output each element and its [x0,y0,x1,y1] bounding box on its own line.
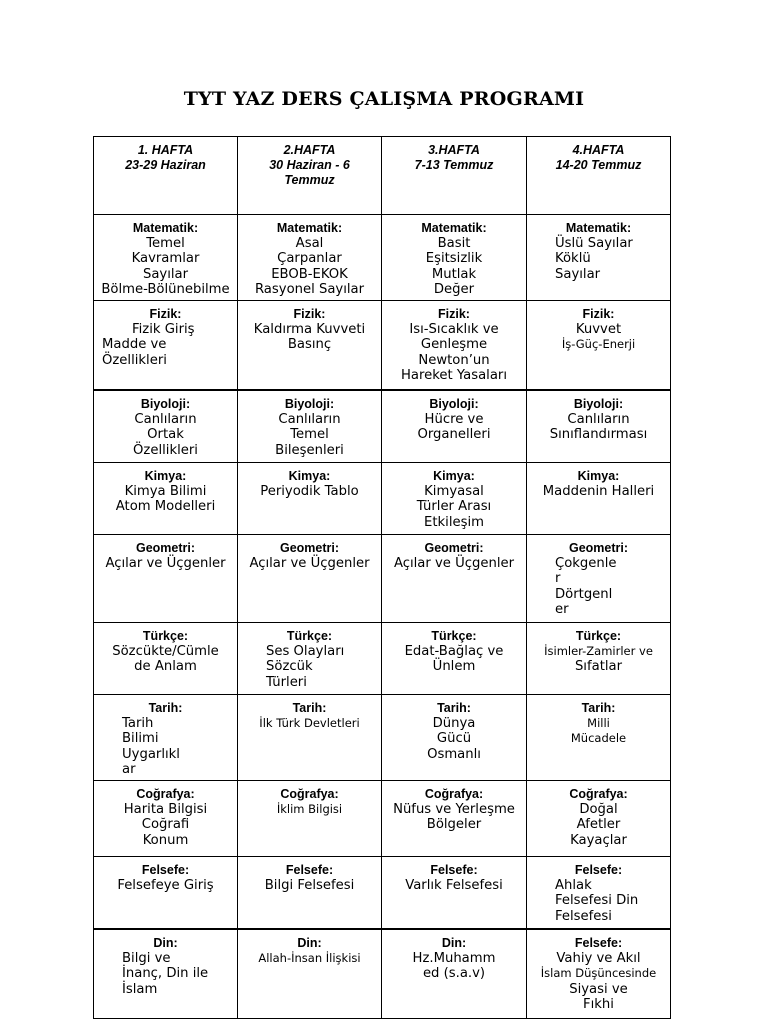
topic-line: Harita Bilgisi [123,802,208,817]
subject-label: Matematik: [421,221,487,235]
table-row [94,535,671,623]
topic-line: Bölme-Bölünebilme [101,281,230,297]
subject-label: Felsefe: [141,863,190,877]
subject-label: Felsefe: [285,863,334,877]
topic-list [384,236,524,297]
subject-label: Biyoloji: [573,397,624,411]
subject-label: Felsefe: [574,936,623,950]
topic-line: Afetler [576,817,621,833]
week-label: 4.HAFTA [572,143,625,157]
topic-list [384,412,524,443]
subject-cell [238,695,382,781]
topic-line: Ortak [147,427,184,443]
topic-list [529,644,668,675]
topic-list [96,236,235,297]
page-title: TYT YAZ DERS ÇALIŞMA PROGRAMI [183,88,585,110]
topic-list [240,412,379,458]
subject-cell [382,535,527,623]
subject-label: Biyoloji: [429,397,479,411]
subject-cell [527,215,671,301]
subject-label: Türkçe: [431,629,477,643]
subject-cell [238,463,382,535]
subject-cell [94,929,238,1019]
subject-label: Matematik: [276,221,343,235]
subject-cell [238,857,382,930]
subject-cell [382,215,527,301]
topic-line: İklim Bilgisi [276,802,343,816]
week-header-cell [94,137,238,215]
topic-list [384,716,524,762]
week-label: 1. HAFTA [137,143,194,157]
topic-line: İnanç, Din ile [122,966,209,982]
table-row [94,623,671,695]
topic-line: Bileşenleri [275,442,344,458]
topic-line: Mutlak [431,266,477,282]
table-header-row [94,137,671,215]
topic-line: Canlıların [567,412,630,427]
topic-line: Doğal [579,802,618,817]
subject-label: Din: [441,936,467,950]
topic-line: Canlıların [134,412,197,427]
subject-label: Biyoloji: [140,397,191,411]
subject-label: Felsefe: [430,863,478,877]
subject-cell [527,929,671,1019]
subject-label: Din: [153,936,178,950]
topic-line: Edat-Bağlaç ve [404,644,504,659]
subject-label: Felsefe: [574,863,623,877]
topic-line: EBOB-EKOK [271,266,348,282]
topic-line: Genleşme [420,337,488,353]
topic-line: Milli [587,716,610,730]
topic-list [96,556,235,571]
topic-list [529,802,668,848]
topic-line: Newton’un [418,352,490,368]
topic-line: Etkileşim [424,514,484,530]
subject-label: Geometri: [568,541,629,555]
topic-list [96,878,235,893]
topic-line: Sözcükte/Cümle [112,644,219,659]
topic-line: Fizik Giriş [132,322,195,337]
subject-label: Tarih: [292,701,327,715]
table-row [94,695,671,781]
subject-cell [527,857,671,930]
subject-label: Matematik: [132,221,199,235]
table-row [94,301,671,391]
topic-line: İsimler-Zamirler ve [544,644,653,658]
topic-line: Fıkhi [583,996,614,1012]
topic-line: Üslü Sayılar [555,236,633,251]
subject-cell [94,301,238,391]
topic-list [240,951,379,966]
week-header-cell [527,137,671,215]
topic-line: Mücadele [570,731,627,746]
topic-line: Felsefesi Din [555,893,639,909]
subject-cell [382,463,527,535]
topic-line: Sözcük [266,659,313,675]
subject-label: Din: [297,936,322,950]
topic-line: Osmanlı [427,746,481,762]
topic-line: Basit [437,236,471,251]
topic-line: İlk Türk Devletleri [259,716,360,730]
subject-label: Geometri: [279,541,340,555]
topic-list [529,556,668,617]
week-label: 3.HAFTA [428,143,480,157]
topic-list [384,951,524,982]
subject-label: Kimya: [577,469,620,483]
subject-cell [527,695,671,781]
week-date: 7-13 Temmuz [414,158,494,172]
topic-line: ar [122,761,136,777]
subject-label: Coğrafya: [424,787,484,801]
subject-cell [238,301,382,391]
table-row [94,215,671,301]
topic-list [384,322,524,383]
week-label: 2.HAFTA [283,143,336,157]
subject-cell [94,623,238,695]
topic-line: Kimyasal [424,484,484,499]
subject-label: Matematik: [565,221,632,235]
subject-cell [382,929,527,1019]
subject-cell [238,623,382,695]
topic-line: Organelleri [417,427,491,443]
subject-cell [382,301,527,391]
subject-label: Fizik: [293,307,326,321]
topic-list [529,878,668,924]
subject-label: Kimya: [144,469,187,483]
subject-cell [527,535,671,623]
topic-line: İslam Düşüncesinde [540,966,657,981]
topic-line: Temel [290,427,329,443]
topic-line: Hücre ve [424,412,484,427]
topic-list [384,644,524,675]
subject-cell [527,781,671,857]
topic-line: Allah-İnsan İlişkisi [258,951,361,965]
subject-cell [527,390,671,463]
subject-cell [382,623,527,695]
table-row [94,857,671,930]
subject-cell [382,781,527,857]
subject-cell [94,390,238,463]
topic-line: de Anlam [134,659,197,675]
topic-list [529,412,668,443]
subject-label: Fizik: [438,307,470,321]
topic-line: Canlıların [278,412,341,427]
subject-label: Biyoloji: [284,397,335,411]
topic-line: Türleri [266,674,307,690]
topic-line: Kuvvet [575,322,622,337]
subject-cell [382,695,527,781]
topic-list [529,716,668,747]
subject-cell [238,215,382,301]
topic-line: Bölgeler [426,817,482,833]
topic-line: Ünlem [432,659,476,675]
topic-list [240,802,379,817]
topic-line: Sıfatlar [574,659,623,675]
topic-line: Açılar ve Üçgenler [393,556,515,571]
topic-line: Açılar ve Üçgenler [105,556,226,571]
topic-list [529,322,668,353]
subject-cell [527,623,671,695]
week-header-cell [382,137,527,215]
topic-list [240,236,379,297]
subject-label: Geometri: [424,541,484,555]
topic-list [384,878,524,893]
subject-label: Türkçe: [142,629,189,643]
topic-line: Basınç [287,337,332,353]
topic-line: Çokgenle [555,556,617,571]
topic-line: Dörtgenl [555,586,613,602]
topic-line: Eşitsizlik [425,251,483,267]
subject-cell [527,463,671,535]
topic-list [384,484,524,530]
table-row [94,463,671,535]
topic-line: Türler Arası [416,499,492,515]
topic-line: r [555,571,561,587]
subject-cell [238,781,382,857]
topic-line: Hareket Yasaları [401,367,507,383]
subject-cell [94,781,238,857]
subject-cell [94,215,238,301]
topic-line: Atom Modelleri [115,499,216,515]
subject-label: Kimya: [433,469,475,483]
subject-cell [238,535,382,623]
subject-label: Fizik: [149,307,182,321]
topic-line: Köklü [555,251,591,267]
topic-line: Hz.Muhamm [412,951,496,966]
subject-cell [94,857,238,930]
subject-label: Tarih: [437,701,471,715]
topic-line: İş-Güç-Enerji [561,337,636,352]
week-date: 23-29 Haziran [125,158,206,172]
subject-label: Türkçe: [286,629,333,643]
topic-line: Varlık Felsefesi [405,878,503,893]
topic-line: Nüfus ve Yerleşme [393,802,515,817]
topic-line: Açılar ve Üçgenler [249,556,370,571]
topic-list [96,716,235,777]
topic-line: er [555,601,569,617]
topic-list [240,322,379,353]
subject-label: Fizik: [582,307,615,321]
subject-cell [94,695,238,781]
topic-line: Gücü [436,731,472,747]
topic-line: Vahiy ve Akıl [556,951,641,966]
topic-line: Özellikleri [102,352,167,368]
table-body [94,137,671,1019]
table-row [94,781,671,857]
topic-list [529,951,668,1012]
subject-cell [527,301,671,391]
topic-list [96,644,235,675]
subject-cell [382,390,527,463]
topic-line: Tarih [122,716,154,731]
topic-line: Ahlak [555,878,592,893]
topic-line: Uygarlıkl [122,746,180,762]
subject-label: Türkçe: [575,629,622,643]
subject-label: Coğrafya: [569,787,628,801]
week-header-cell [238,137,382,215]
subject-label: Tarih: [148,701,183,715]
topic-line: Felsefeye Giriş [117,878,214,893]
topic-list [240,716,379,731]
topic-line: Bilgi Felsefesi [264,878,355,893]
topic-list [96,322,235,368]
topic-line: Dünya [432,716,476,731]
topic-list [96,802,235,848]
topic-line: Madde ve [102,337,167,353]
topic-line: Kaldırma Kuvveti [253,322,366,337]
topic-line: Kayaçlar [570,832,627,848]
topic-line: İslam [122,981,158,997]
subject-cell [382,857,527,930]
topic-line: Kavramlar [131,251,200,267]
subject-label: Kimya: [288,469,331,483]
topic-line: Isı-Sıcaklık ve [409,322,499,337]
topic-list [384,556,524,571]
topic-list [96,412,235,458]
topic-list [240,484,379,499]
subject-label: Geometri: [135,541,196,555]
subject-cell [238,929,382,1019]
topic-list [96,951,235,997]
topic-line: Özellikleri [133,442,198,458]
topic-line: Felsefesi [555,908,612,924]
topic-line: Siyasi ve [569,981,628,997]
topic-line: Coğrafi [141,817,190,833]
topic-line: Periyodik Tablo [260,484,359,499]
table-row [94,390,671,463]
topic-line: ed (s.a.v) [422,966,486,982]
topic-line: Asal [295,236,324,251]
week-date: 14-20 Temmuz [555,158,642,172]
topic-line: Çarpanlar [277,251,342,267]
subject-cell [94,535,238,623]
topic-line: Temel [146,236,185,251]
subject-label: Coğrafya: [136,787,195,801]
subject-cell [94,463,238,535]
topic-line: Değer [433,281,475,297]
week-date: 30 Haziran - 6 [269,158,350,172]
topic-line: Maddenin Halleri [542,484,655,499]
subject-cell [238,390,382,463]
topic-line: Ses Olayları [266,644,345,659]
week-date: Temmuz [284,173,335,187]
topic-list [529,236,668,282]
subject-label: Tarih: [581,701,616,715]
topic-line: Rasyonel Sayılar [254,281,365,297]
topic-list [240,556,379,571]
topic-list [240,644,379,690]
topic-line: Sınıflandırması [549,427,648,443]
topic-line: Kimya Bilimi [124,484,207,499]
subject-label: Coğrafya: [280,787,339,801]
topic-line: Bilimi [122,731,159,747]
topic-list [529,484,668,499]
topic-list [240,878,379,893]
topic-line: Sayılar [142,266,189,282]
topic-list [96,484,235,515]
topic-line: Sayılar [555,266,601,282]
topic-list [384,802,524,833]
study-program-table [93,136,671,1019]
table-row [94,929,671,1019]
topic-line: Konum [142,832,189,848]
topic-line: Bilgi ve [122,951,171,966]
